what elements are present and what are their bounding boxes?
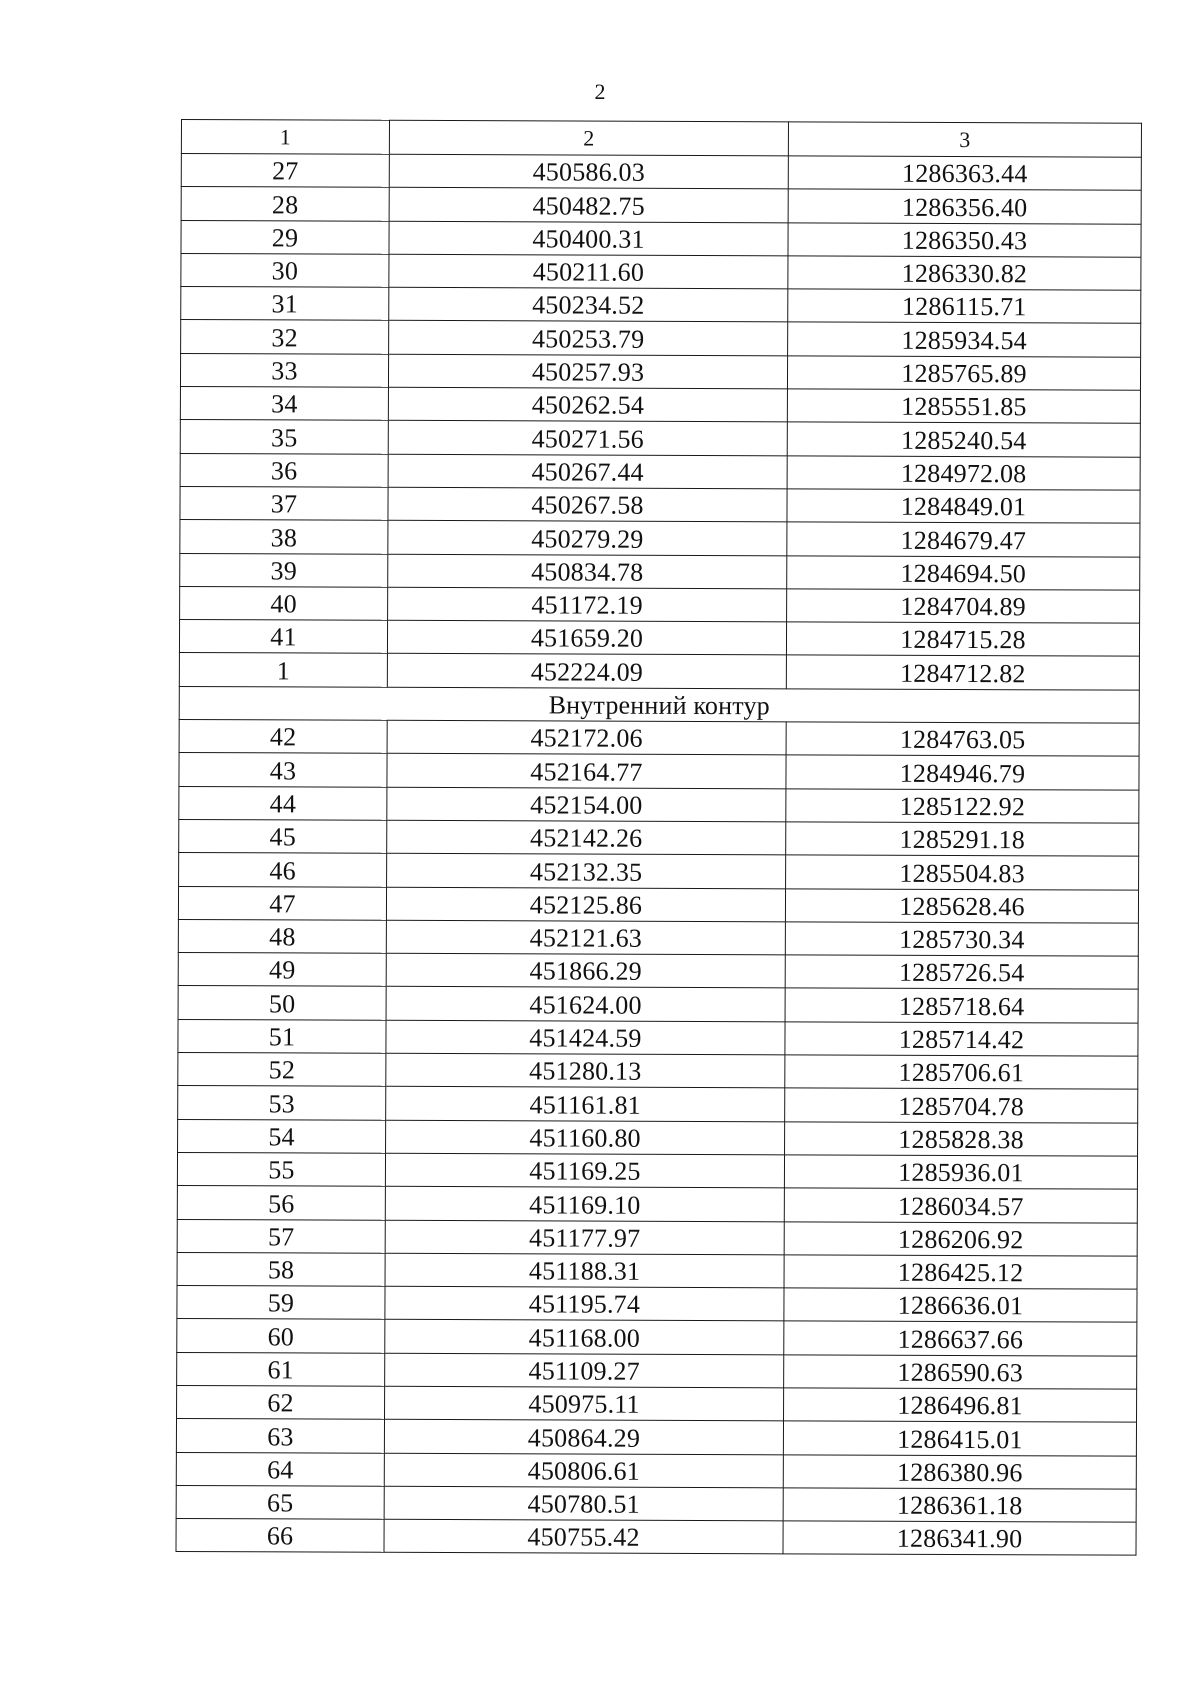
x-coordinate-cell: 452164.77	[387, 754, 786, 789]
x-coordinate-cell: 451161.81	[386, 1087, 785, 1122]
coordinates-table	[175, 119, 1141, 1556]
column-header-y: 3	[788, 122, 1141, 157]
x-coordinate-cell: 451866.29	[386, 953, 785, 988]
point-number-cell: 60	[177, 1319, 385, 1353]
point-number-cell: 63	[176, 1419, 384, 1453]
table-row	[177, 1252, 1137, 1289]
point-number-cell: 45	[179, 819, 387, 853]
table-row	[177, 1152, 1137, 1189]
table-row	[178, 1053, 1138, 1090]
page-number: 2	[594, 79, 606, 104]
y-coordinate-cell: 1285704.78	[785, 1088, 1138, 1123]
point-number-cell: 30	[181, 253, 389, 287]
x-coordinate-cell: 451169.25	[385, 1153, 784, 1188]
table-row	[181, 320, 1141, 357]
y-coordinate-cell: 1286415.01	[783, 1421, 1136, 1456]
x-coordinate-cell: 450271.56	[388, 421, 787, 456]
x-coordinate-cell: 452224.09	[387, 654, 786, 689]
section-title: Внутренний контур	[179, 686, 1139, 723]
y-coordinate-cell: 1286590.63	[784, 1355, 1137, 1390]
point-number-cell: 29	[181, 220, 389, 254]
table-row	[180, 453, 1140, 490]
x-coordinate-cell: 452142.26	[387, 820, 786, 855]
point-number-cell: 57	[177, 1219, 385, 1253]
column-header-x: 2	[389, 120, 788, 156]
x-coordinate-cell: 451109.27	[385, 1353, 784, 1388]
y-coordinate-cell: 1285828.38	[785, 1121, 1138, 1156]
point-number-cell: 38	[180, 520, 388, 554]
table-row	[180, 420, 1140, 457]
table-row	[176, 1452, 1136, 1489]
point-number-cell: 41	[179, 620, 387, 654]
x-coordinate-cell: 450267.58	[388, 487, 787, 522]
x-coordinate-cell: 450253.79	[389, 321, 788, 356]
point-number-cell: 52	[178, 1053, 386, 1087]
table-row	[180, 553, 1140, 590]
y-coordinate-cell: 1284849.01	[787, 489, 1140, 524]
x-coordinate-cell: 451169.10	[385, 1186, 784, 1221]
table-row	[177, 1319, 1137, 1356]
x-coordinate-cell: 450262.54	[388, 387, 787, 422]
table-row	[180, 586, 1140, 623]
point-number-cell: 54	[178, 1119, 386, 1153]
y-coordinate-cell: 1286356.40	[788, 189, 1141, 224]
table-row	[178, 953, 1138, 990]
table-row	[181, 253, 1141, 290]
point-number-cell: 32	[181, 320, 389, 354]
x-coordinate-cell: 451280.13	[386, 1053, 785, 1088]
y-coordinate-cell: 1286636.01	[784, 1288, 1137, 1323]
point-number-cell: 48	[178, 919, 386, 953]
y-coordinate-cell: 1285714.42	[785, 1022, 1138, 1057]
table-row	[177, 1219, 1137, 1256]
point-number-cell: 58	[177, 1252, 385, 1286]
y-coordinate-cell: 1285122.92	[786, 788, 1139, 823]
point-number-cell: 43	[179, 753, 387, 787]
y-coordinate-cell: 1285291.18	[786, 822, 1139, 857]
point-number-cell: 39	[180, 553, 388, 587]
point-number-cell: 27	[181, 154, 389, 188]
point-number-cell: 51	[178, 1019, 386, 1053]
x-coordinate-cell: 451659.20	[387, 620, 786, 655]
table-row	[179, 753, 1139, 790]
y-coordinate-cell: 1285726.54	[785, 955, 1138, 990]
x-coordinate-cell: 450279.29	[388, 521, 787, 556]
point-number-cell: 44	[179, 786, 387, 820]
y-coordinate-cell: 1284704.89	[787, 589, 1140, 624]
table-row	[177, 1186, 1137, 1223]
table-row	[179, 653, 1139, 690]
y-coordinate-cell: 1286115.71	[788, 289, 1141, 324]
point-number-cell: 37	[180, 486, 388, 520]
point-number-cell: 46	[179, 853, 387, 887]
table-row	[178, 1119, 1138, 1156]
point-number-cell: 47	[178, 886, 386, 920]
x-coordinate-cell: 450806.61	[384, 1453, 783, 1488]
x-coordinate-cell: 450267.44	[388, 454, 787, 489]
point-number-cell: 42	[179, 720, 387, 754]
table-row	[178, 1019, 1138, 1056]
x-coordinate-cell: 452154.00	[387, 787, 786, 822]
point-number-cell: 35	[180, 420, 388, 454]
x-coordinate-cell: 450755.42	[384, 1519, 783, 1554]
y-coordinate-cell: 1286350.43	[788, 222, 1141, 257]
table-row	[181, 220, 1141, 257]
point-number-cell: 64	[176, 1452, 384, 1486]
table-row	[178, 986, 1138, 1023]
x-coordinate-cell: 450400.31	[389, 221, 788, 256]
y-coordinate-cell: 1285718.64	[785, 988, 1138, 1023]
table-row	[181, 187, 1141, 224]
point-number-cell: 49	[178, 953, 386, 987]
y-coordinate-cell: 1286361.18	[783, 1488, 1136, 1523]
x-coordinate-cell: 451195.74	[385, 1286, 784, 1321]
y-coordinate-cell: 1285730.34	[785, 922, 1138, 957]
table-row	[179, 819, 1139, 856]
point-number-cell: 50	[178, 986, 386, 1020]
x-coordinate-cell: 450834.78	[388, 554, 787, 589]
y-coordinate-cell: 1286206.92	[784, 1221, 1137, 1256]
x-coordinate-cell: 452132.35	[387, 854, 786, 889]
x-coordinate-cell: 451188.31	[385, 1253, 784, 1288]
y-coordinate-cell: 1284946.79	[786, 755, 1139, 790]
x-coordinate-cell: 450257.93	[388, 354, 787, 389]
point-number-cell: 33	[180, 353, 388, 387]
point-number-cell: 28	[181, 187, 389, 221]
point-number-cell: 40	[180, 586, 388, 620]
x-coordinate-cell: 450586.03	[389, 154, 788, 189]
table-row	[180, 486, 1140, 523]
y-coordinate-cell: 1286363.44	[788, 156, 1141, 191]
point-number-cell: 31	[181, 287, 389, 321]
table-row	[180, 387, 1140, 424]
table-row	[179, 853, 1139, 890]
x-coordinate-cell: 451624.00	[386, 987, 785, 1022]
table-header-row	[181, 120, 1141, 158]
y-coordinate-cell: 1286425.12	[784, 1255, 1137, 1290]
point-number-cell: 59	[177, 1286, 385, 1320]
point-number-cell: 61	[177, 1352, 385, 1386]
table-row	[176, 1519, 1136, 1556]
column-header-point: 1	[181, 120, 389, 155]
y-coordinate-cell: 1286637.66	[784, 1321, 1137, 1356]
point-number-cell: 53	[178, 1086, 386, 1120]
x-coordinate-cell: 450482.75	[389, 188, 788, 223]
y-coordinate-cell: 1285934.54	[788, 322, 1141, 357]
table-row	[179, 620, 1139, 657]
section-header-row	[179, 686, 1139, 723]
y-coordinate-cell: 1284715.28	[786, 622, 1139, 657]
table-row	[177, 1286, 1137, 1323]
y-coordinate-cell: 1285936.01	[784, 1155, 1137, 1190]
coordinates-table-body	[176, 120, 1141, 1556]
x-coordinate-cell: 452121.63	[386, 920, 785, 955]
point-number-cell: 1	[179, 653, 387, 687]
x-coordinate-cell: 451168.00	[385, 1320, 784, 1355]
x-coordinate-cell: 450780.51	[384, 1486, 783, 1521]
x-coordinate-cell: 452172.06	[387, 720, 786, 755]
x-coordinate-cell: 451424.59	[386, 1020, 785, 1055]
x-coordinate-cell: 451177.97	[385, 1220, 784, 1255]
y-coordinate-cell: 1284763.05	[786, 722, 1139, 757]
y-coordinate-cell: 1286034.57	[784, 1188, 1137, 1223]
point-number-cell: 65	[176, 1485, 384, 1519]
x-coordinate-cell: 452125.86	[386, 887, 785, 922]
point-number-cell: 66	[176, 1519, 384, 1553]
y-coordinate-cell: 1284694.50	[787, 555, 1140, 590]
table-row	[177, 1352, 1137, 1389]
table-row	[176, 1419, 1136, 1456]
y-coordinate-cell: 1284679.47	[787, 522, 1140, 557]
y-coordinate-cell: 1286341.90	[783, 1521, 1136, 1556]
y-coordinate-cell: 1286330.82	[788, 256, 1141, 291]
table-row	[178, 1086, 1138, 1123]
y-coordinate-cell: 1285628.46	[785, 888, 1138, 923]
x-coordinate-cell: 450975.11	[385, 1386, 784, 1421]
y-coordinate-cell: 1285551.85	[787, 389, 1140, 424]
y-coordinate-cell: 1285240.54	[787, 422, 1140, 457]
table-row	[180, 520, 1140, 557]
table-row	[180, 353, 1140, 390]
x-coordinate-cell: 450864.29	[384, 1420, 783, 1455]
y-coordinate-cell: 1285765.89	[787, 356, 1140, 391]
y-coordinate-cell: 1286496.81	[784, 1388, 1137, 1423]
y-coordinate-cell: 1285504.83	[786, 855, 1139, 890]
y-coordinate-cell: 1285706.61	[785, 1055, 1138, 1090]
table-row	[176, 1485, 1136, 1522]
table-row	[178, 886, 1138, 923]
point-number-cell: 34	[180, 387, 388, 421]
y-coordinate-cell: 1286380.96	[783, 1454, 1136, 1489]
y-coordinate-cell: 1284712.82	[786, 655, 1139, 690]
y-coordinate-cell: 1284972.08	[787, 456, 1140, 491]
x-coordinate-cell: 450234.52	[389, 287, 788, 322]
table-row	[178, 919, 1138, 956]
table-row	[179, 720, 1139, 757]
point-number-cell: 62	[177, 1385, 385, 1419]
x-coordinate-cell: 450211.60	[389, 254, 788, 289]
table-row	[181, 287, 1141, 324]
point-number-cell: 55	[177, 1152, 385, 1186]
table-row	[177, 1385, 1137, 1422]
x-coordinate-cell: 451172.19	[388, 587, 787, 622]
x-coordinate-cell: 451160.80	[386, 1120, 785, 1155]
point-number-cell: 36	[180, 453, 388, 487]
table-row	[181, 154, 1141, 191]
table-row	[179, 786, 1139, 823]
point-number-cell: 56	[177, 1186, 385, 1220]
